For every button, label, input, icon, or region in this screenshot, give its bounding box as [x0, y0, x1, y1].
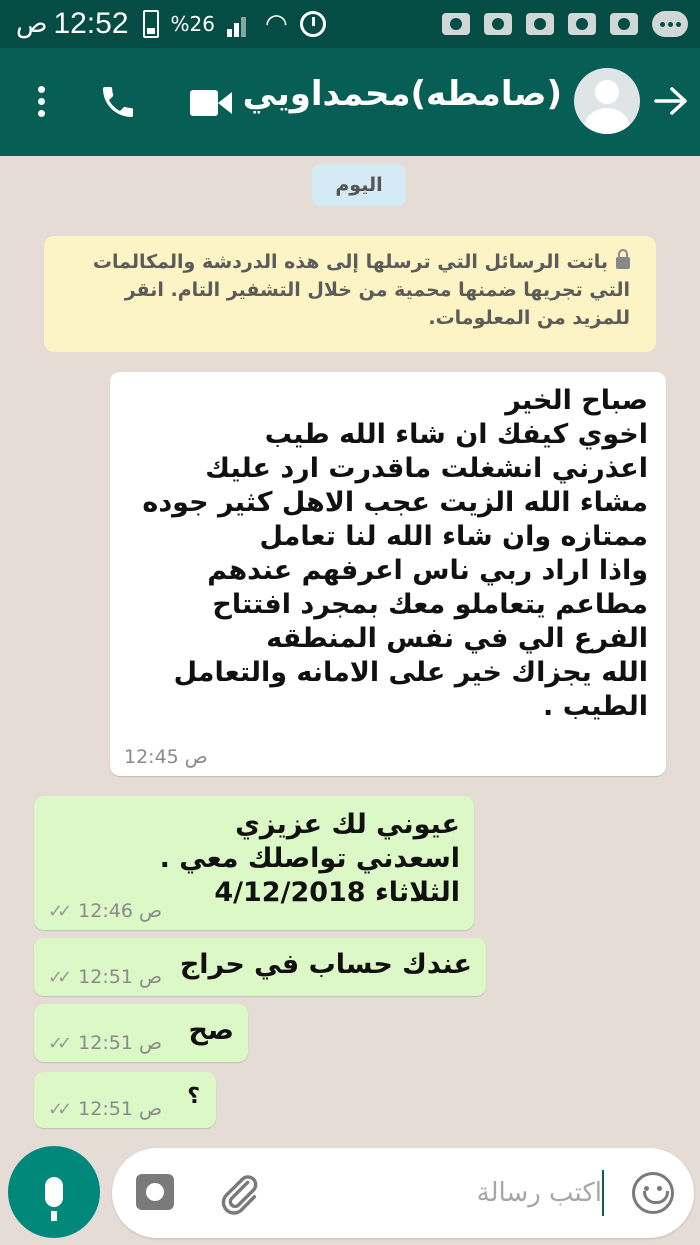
battery-percentage: %26	[170, 12, 215, 36]
message-bubble-outgoing[interactable]	[34, 1004, 248, 1062]
message-text: ؟	[187, 1084, 200, 1109]
chat-area[interactable]	[0, 156, 700, 1146]
message-meta	[124, 746, 208, 768]
message-time: 12:51 ص	[78, 1098, 162, 1120]
camera-icon[interactable]	[136, 1174, 174, 1210]
message-time: 12:51 ص	[78, 966, 162, 988]
message-time: 12:51 ص	[78, 1032, 162, 1054]
message-time: 12:45 ص	[124, 746, 208, 768]
voice-record-button[interactable]	[8, 1146, 100, 1238]
encryption-notice[interactable]	[44, 236, 656, 352]
avatar[interactable]	[574, 68, 640, 134]
message-meta	[48, 966, 162, 988]
camera-notification-icon	[442, 13, 470, 35]
video-call-icon[interactable]	[190, 88, 234, 118]
camera-notification-icon	[484, 13, 512, 35]
message-text: صباح الخير اخوي كيفك ان شاء الله طيب اعذرني انشغلت ماقدرت ارد عليك مشاء الله الزيت عجب الاهل كثير جوده ممتازه وان شاء الله لنا تعامل واذا اراد ربي ناس اعرفهم عندهم مطاعم يتعاملو معك بمجرد افتتاح الفرع الي في نفس المنطقه الله يجزاك خير على الامانه والتعامل الطيب .	[142, 385, 648, 722]
message-input-container[interactable]	[112, 1148, 694, 1238]
contact-name[interactable]: (صامطه)محمداويي	[242, 74, 562, 114]
message-text: صح	[188, 1015, 234, 1046]
status-ampm: ص	[16, 9, 48, 39]
camera-notification-icon	[568, 13, 596, 35]
signal-icon	[227, 11, 253, 37]
message-bubble-outgoing[interactable]	[34, 796, 474, 930]
message-notification-icon	[652, 11, 688, 37]
read-receipt-icon: ✓✓	[48, 900, 67, 922]
composer-bar	[0, 1146, 700, 1245]
attachment-icon[interactable]	[216, 1170, 262, 1216]
battery-icon	[143, 10, 159, 38]
message-input[interactable]	[344, 1170, 604, 1216]
message-text: عندك حساب في حراج	[179, 949, 472, 980]
message-meta	[48, 900, 162, 922]
microphone-icon	[45, 1177, 63, 1207]
camera-notification-icon	[610, 13, 638, 35]
emoji-icon[interactable]	[632, 1172, 674, 1214]
wifi-icon: ◠	[264, 9, 288, 39]
status-bar	[0, 0, 700, 48]
encryption-notice-text: باتت الرسائل التي ترسلها إلى هذه الدردشة والمكالمات التي تجريها ضمنها محمية من خلال التشفير التام. انقر للمزيد من المعلومات.	[92, 251, 630, 329]
message-bubble-incoming[interactable]	[110, 372, 666, 776]
status-time: 12:52	[53, 7, 129, 40]
camera-notification-icon	[526, 13, 554, 35]
chat-header	[0, 48, 700, 156]
read-receipt-icon: ✓✓	[48, 1032, 67, 1054]
lock-icon	[616, 257, 630, 269]
date-chip: اليوم	[312, 164, 406, 206]
message-meta	[48, 1032, 162, 1054]
message-time: 12:46 ص	[78, 900, 162, 922]
read-receipt-icon: ✓✓	[48, 1098, 67, 1120]
alarm-icon	[300, 11, 326, 37]
message-bubble-outgoing[interactable]	[34, 1072, 216, 1128]
message-text: عيوني لك عزيزي اسعدني تواصلك معي . الثلاثاء 4/12/2018	[159, 809, 460, 908]
message-meta	[48, 1098, 162, 1120]
phone-icon[interactable]	[98, 82, 138, 122]
read-receipt-icon: ✓✓	[48, 966, 67, 988]
message-bubble-outgoing[interactable]	[34, 938, 486, 996]
back-arrow-icon[interactable]	[654, 86, 688, 116]
more-options-icon[interactable]	[38, 86, 46, 120]
